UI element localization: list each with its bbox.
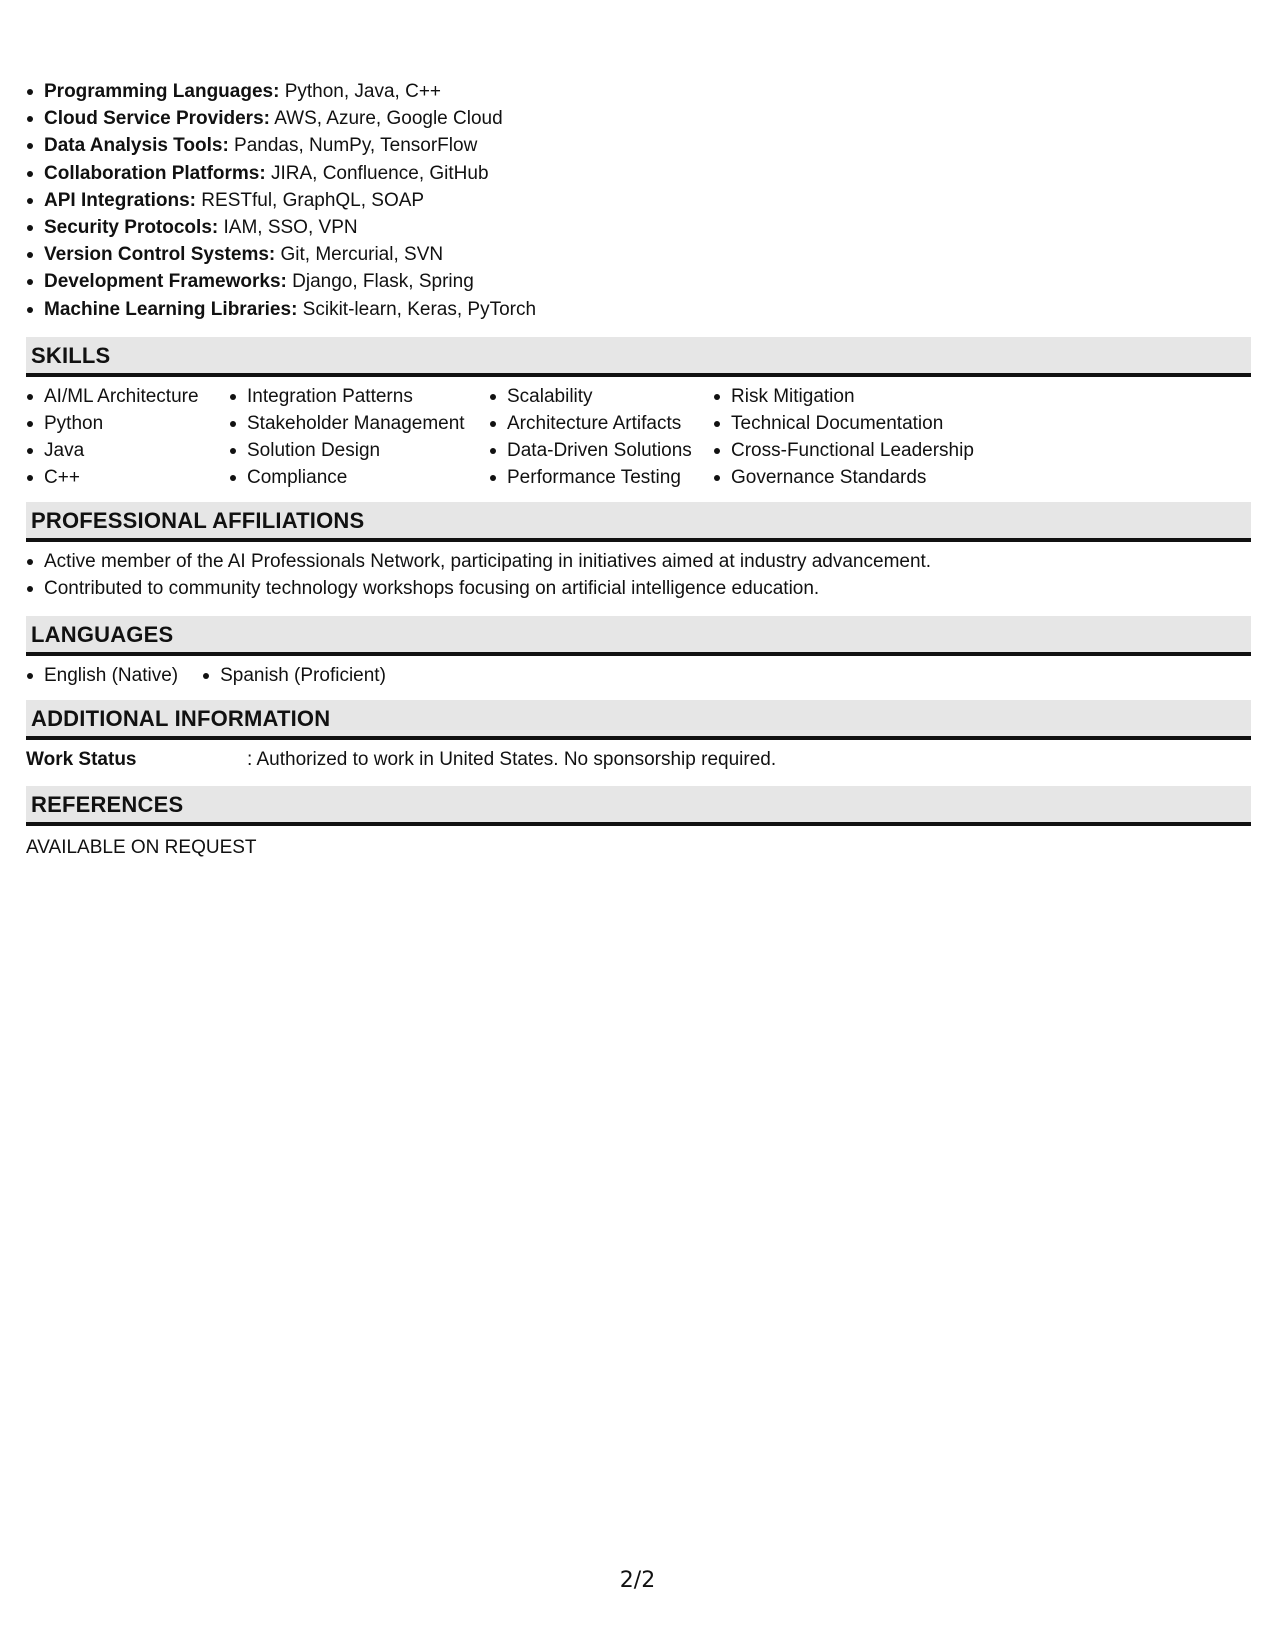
section-title-languages: LANGUAGES — [26, 616, 1251, 656]
item-label: Machine Learning Libraries: — [44, 298, 298, 320]
affiliations-section — [26, 502, 1251, 602]
work-status-row — [26, 746, 1251, 773]
item-value: IAM, SSO, VPN — [218, 217, 358, 239]
skill-item: Integration Patterns — [229, 383, 489, 410]
technical-proficiencies-list — [26, 78, 1251, 323]
list-item — [26, 268, 1251, 295]
list-item — [26, 78, 1251, 105]
list-item — [26, 296, 1251, 323]
skill-item: Stakeholder Management — [229, 410, 489, 437]
item-value: Python, Java, C++ — [279, 81, 442, 102]
page-number: 2/2 — [619, 1568, 656, 1593]
language-item: English (Native) — [26, 662, 178, 689]
skill-item: Risk Mitigation — [713, 383, 1013, 410]
skill-item: AI/ML Architecture — [26, 383, 229, 410]
languages-list — [26, 662, 1251, 689]
skill-item: Compliance — [229, 464, 489, 491]
skill-item: Python — [26, 410, 229, 437]
item-value: JIRA, Confluence, GitHub — [265, 162, 489, 184]
resume-page-content — [26, 78, 1251, 861]
item-label: Programming Languages: — [44, 81, 280, 102]
item-label: Collaboration Platforms: — [44, 162, 266, 184]
list-item — [26, 160, 1251, 187]
item-label: Security Protocols: — [44, 217, 219, 239]
list-item: Contributed to community technology workshops focusing on artificial intelligence education. — [26, 575, 1251, 602]
skill-item: Solution Design — [229, 437, 489, 464]
item-value: Pandas, NumPy, TensorFlow — [228, 135, 478, 157]
item-label: Development Frameworks: — [44, 271, 287, 293]
skill-item: Governance Standards — [713, 464, 1013, 491]
affiliations-list — [26, 548, 1251, 602]
skill-item: Technical Documentation — [713, 410, 1013, 437]
skill-item: Performance Testing — [489, 464, 713, 491]
item-value: Django, Flask, Spring — [286, 271, 474, 293]
list-item — [26, 187, 1251, 214]
skill-item: Data-Driven Solutions — [489, 437, 713, 464]
skills-column — [489, 383, 713, 491]
item-value: Git, Mercurial, SVN — [275, 244, 444, 266]
skills-section — [26, 337, 1251, 491]
additional-info-section — [26, 700, 1251, 773]
section-title-skills: SKILLS — [26, 337, 1251, 377]
item-value: Scikit-learn, Keras, PyTorch — [297, 298, 537, 320]
work-status-value: : Authorized to work in United States. No sponsorship required. — [247, 748, 777, 770]
section-title-affiliations: PROFESSIONAL AFFILIATIONS — [26, 502, 1251, 542]
list-item — [26, 214, 1251, 241]
section-title-references: REFERENCES — [26, 786, 1251, 826]
item-value: RESTful, GraphQL, SOAP — [196, 189, 425, 211]
skills-column — [229, 383, 489, 491]
skills-column — [26, 383, 229, 491]
skills-column — [713, 383, 1013, 491]
skills-grid — [26, 383, 1251, 491]
skill-item: C++ — [26, 464, 229, 491]
skill-item: Java — [26, 437, 229, 464]
item-label: Cloud Service Providers: — [44, 108, 270, 130]
language-item: Spanish (Proficient) — [202, 662, 386, 689]
references-text: AVAILABLE ON REQUEST — [26, 836, 257, 858]
list-item — [26, 105, 1251, 132]
list-item: Active member of the AI Professionals Network, participating in initiatives aimed at industry advancement. — [26, 548, 1251, 575]
item-value: AWS, Azure, Google Cloud — [269, 108, 503, 130]
references-section — [26, 786, 1251, 861]
skill-item: Cross-Functional Leadership — [713, 437, 1013, 464]
item-label: Data Analysis Tools: — [44, 135, 229, 157]
skill-item: Architecture Artifacts — [489, 410, 713, 437]
list-item — [26, 241, 1251, 268]
item-label: API Integrations: — [44, 189, 197, 211]
section-title-additional-info: ADDITIONAL INFORMATION — [26, 700, 1251, 740]
skill-item: Scalability — [489, 383, 713, 410]
languages-section — [26, 616, 1251, 689]
list-item — [26, 132, 1251, 159]
work-status-label: Work Status — [26, 748, 137, 770]
item-label: Version Control Systems: — [44, 244, 276, 266]
